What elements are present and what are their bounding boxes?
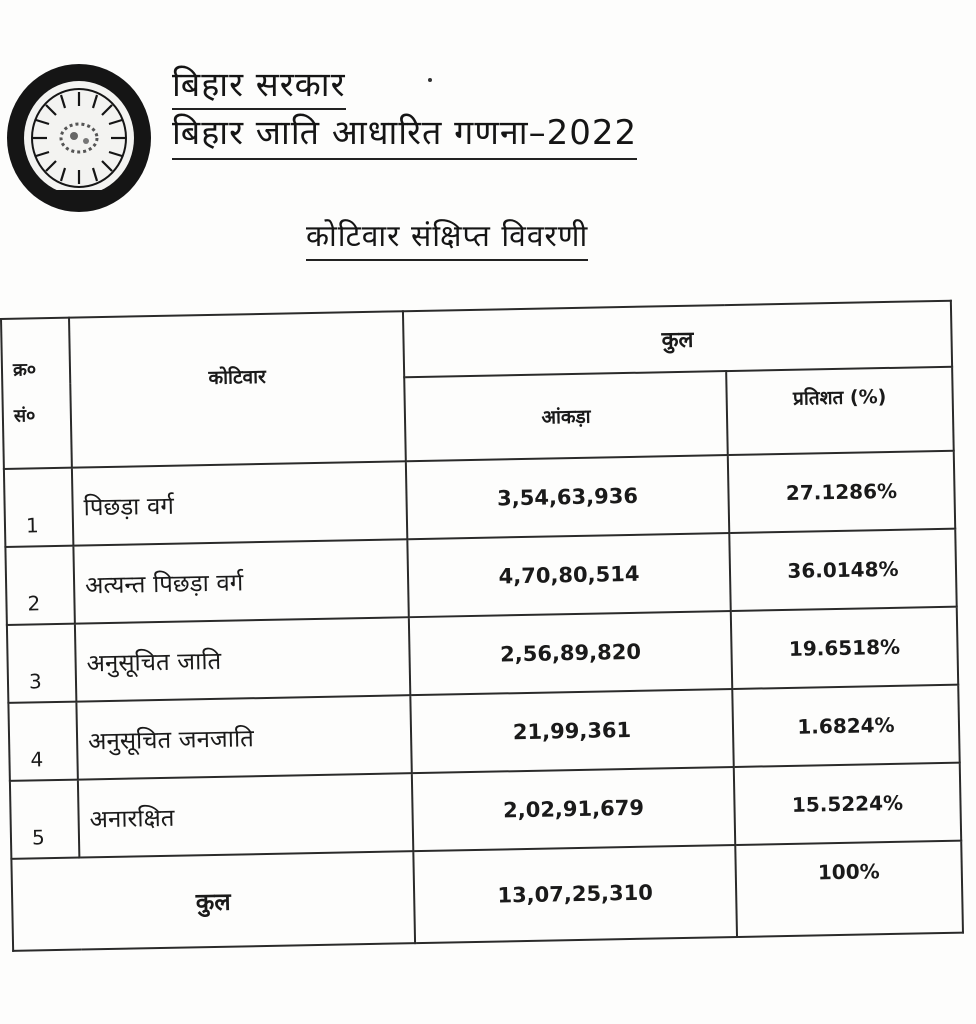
serial-cell: 4 (8, 702, 77, 781)
percent-cell: 36.0148% (729, 529, 956, 611)
count-cell: 4,70,80,514 (407, 533, 730, 617)
category-header: कोटिवार (69, 311, 406, 467)
serial-cell: 3 (7, 624, 76, 703)
serial-header (1, 318, 72, 469)
percent-header: प्रतिशत (%) (726, 367, 954, 455)
total-percent-cell: 100% (735, 841, 963, 937)
page-subtitle: कोटिवार संक्षिप्त विवरणी (306, 214, 588, 261)
percent-cell: 19.6518% (731, 607, 958, 689)
category-cell: पिछड़ा वर्ग (72, 461, 407, 545)
category-cell: अत्यन्त पिछड़ा वर्ग (73, 539, 408, 623)
header-line-1: बिहार सरकार (172, 60, 346, 110)
category-cell: अनुसूचित जनजाति (76, 695, 411, 779)
stray-dot (428, 78, 432, 82)
total-label-cell: कुल (11, 851, 415, 951)
percent-cell: 27.1286% (728, 451, 955, 533)
percent-cell: 15.5224% (734, 763, 961, 845)
category-cell: अनुसूचित जाति (75, 617, 410, 701)
header-line-2: बिहार जाति आधारित गणना–2022 (172, 108, 637, 160)
count-cell: 2,02,91,679 (412, 767, 735, 851)
serial-cell: 1 (4, 468, 73, 547)
serial-header-line-1: क्र० (12, 359, 37, 381)
percent-cell: 1.6824% (732, 685, 959, 767)
count-header: आंकड़ा (404, 371, 728, 461)
total-group-header: कुल (403, 301, 952, 378)
serial-header-line-2: सं० (13, 405, 36, 427)
serial-cell: 2 (5, 546, 74, 625)
government-seal-icon (4, 62, 154, 214)
count-cell: 21,99,361 (410, 689, 733, 773)
table-total-row (11, 841, 963, 951)
count-cell: 2,56,89,820 (409, 611, 732, 695)
serial-cell: 5 (10, 780, 79, 859)
category-summary-table (0, 300, 961, 918)
category-cell: अनारक्षित (78, 773, 413, 857)
count-cell: 3,54,63,936 (406, 455, 729, 539)
total-count-cell: 13,07,25,310 (413, 845, 737, 943)
